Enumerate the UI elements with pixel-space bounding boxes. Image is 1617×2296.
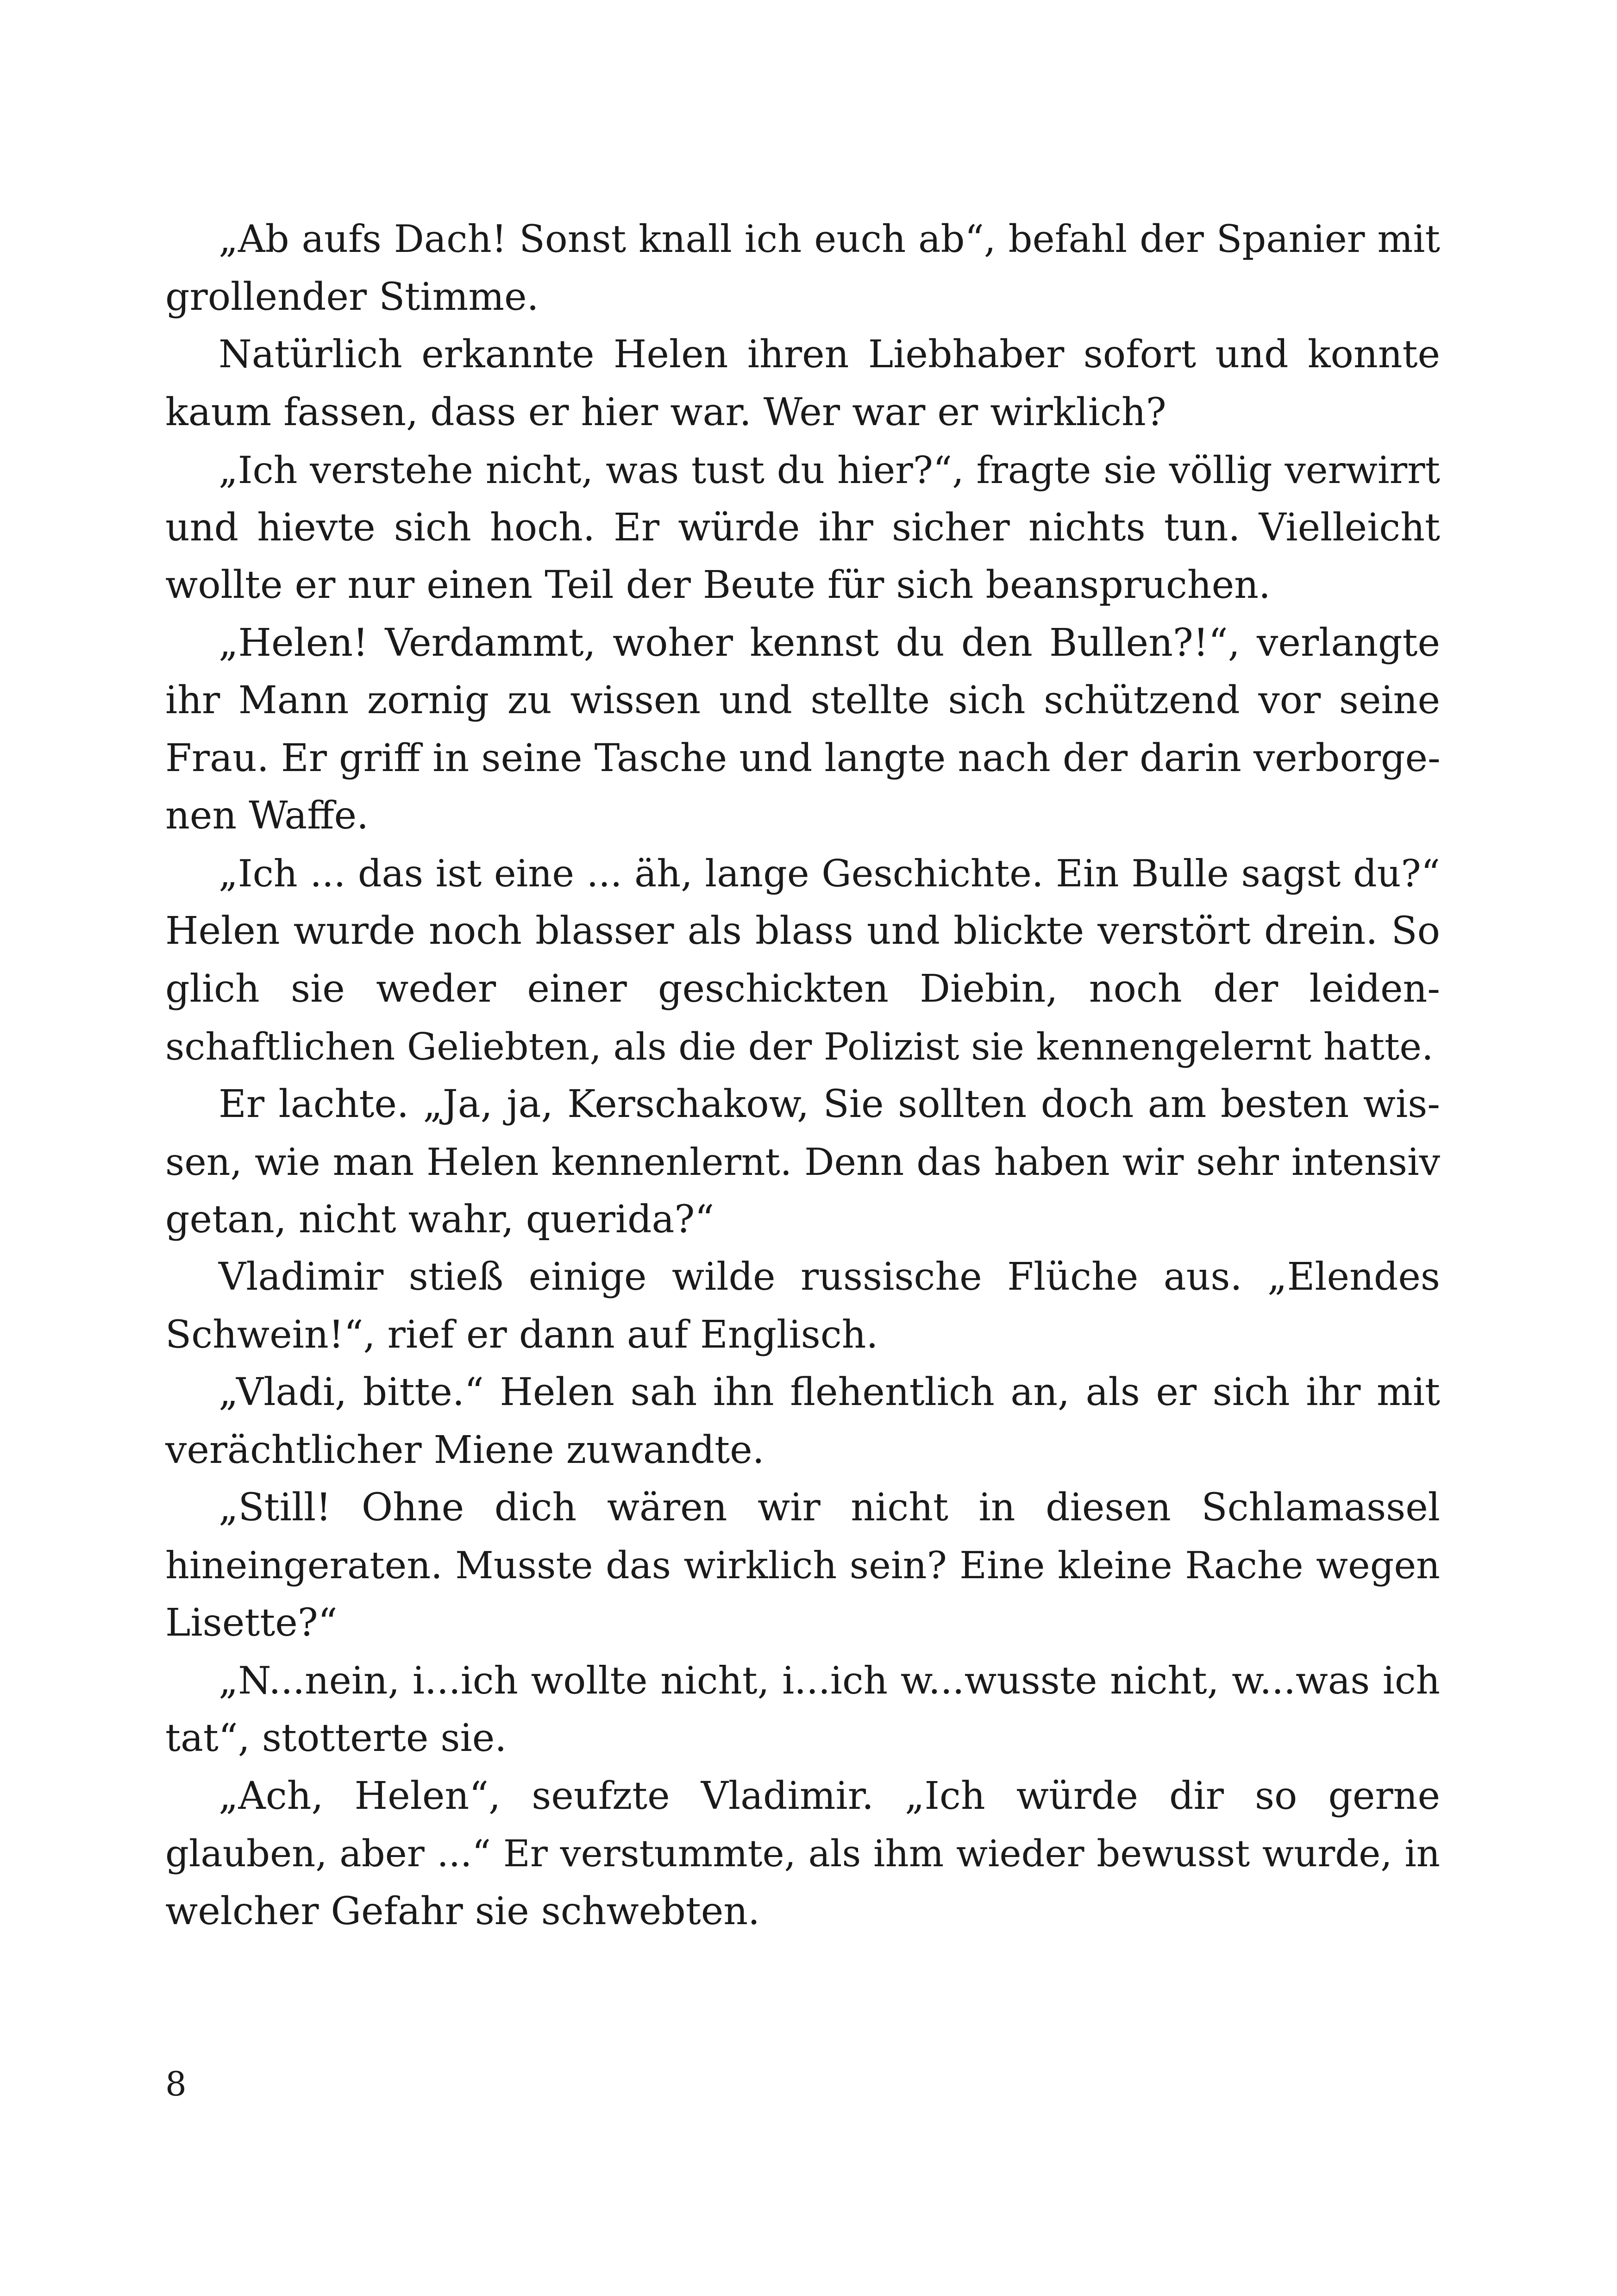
text-line: welcher Gefahr sie schwebten.: [165, 1889, 760, 1933]
text-line: Frau. Er griff in seine Tasche und langte nach der darin verborge-: [165, 736, 1441, 780]
text-line: nen Waffe.: [165, 794, 369, 838]
text-line: Er lachte. „Ja, ja, Kerschakow, Sie sollten doch am besten wis-: [219, 1082, 1440, 1126]
text-line: Schwein!“, rief er dann auf Englisch.: [165, 1312, 878, 1357]
text-line: schaftlichen Geliebten, als die der Polizist sie kennengelernt hatte.: [165, 1025, 1434, 1068]
text-line: „Ab aufs Dach! Sonst knall ich euch ab“, befahl der Spanier mit: [219, 218, 1440, 261]
text-line: hineingeraten. Musste das wirklich sein? Eine kleine Rache wegen: [165, 1543, 1440, 1587]
page-number: 8: [165, 2064, 187, 2103]
text-line: und hievte sich hoch. Er würde ihr sicher nichts tun. Vielleicht: [165, 505, 1440, 550]
text-line: Helen wurde noch blasser als blass und blickte verstört drein. So: [165, 909, 1440, 953]
text-line: Lisette?“: [165, 1601, 338, 1645]
text-line: „Ach, Helen“, seufzte Vladimir. „Ich würde dir so gerne: [219, 1774, 1440, 1818]
text-line: „N...nein, i...ich wollte nicht, i...ich w...wusste nicht, w...was ich: [219, 1658, 1440, 1703]
text-line: „Ich verstehe nicht, was tust du hier?“, fragte sie völlig verwirrt: [219, 448, 1440, 492]
text-line: kaum fassen, dass er hier war. Wer war er wirklich?: [165, 390, 1166, 434]
text-line: „Vladi, bitte.“ Helen sah ihn flehentlich an, als er sich ihr mit: [219, 1370, 1440, 1414]
text-line: tat“, stotterte sie.: [165, 1716, 507, 1760]
text-line: sen, wie man Helen kennenlernt. Denn das haben wir sehr intensiv: [165, 1140, 1440, 1184]
text-line: ihr Mann zornig zu wissen und stellte sich schützend vor seine: [165, 678, 1440, 722]
body-text: [165, 211, 1440, 1940]
text-line: getan, nicht wahr, querida?“: [165, 1197, 714, 1242]
text-line: „Ich ... das ist eine ... äh, lange Geschichte. Ein Bulle sagst du?“: [219, 852, 1440, 896]
text-line: verächtlicher Miene zuwandte.: [165, 1428, 765, 1472]
text-line: wollte er nur einen Teil der Beute für sich beanspruchen.: [165, 563, 1271, 607]
text-line: glich sie weder einer geschickten Diebin, noch der leiden-: [165, 966, 1440, 1011]
text-line: „Still! Ohne dich wären wir nicht in diesen Schlamassel: [219, 1486, 1440, 1530]
text-line: Vladimir stieß einige wilde russische Flüche aus. „Elendes: [219, 1255, 1440, 1299]
text-line: „Helen! Verdammt, woher kennst du den Bullen?!“, verlangte: [219, 621, 1440, 665]
text-line: Natürlich erkannte Helen ihren Liebhaber sofort und konnte: [219, 332, 1440, 376]
text-line: grollender Stimme.: [165, 275, 539, 319]
text-line: glauben, aber ...“ Er verstummte, als ihm wieder bewusst wurde, in: [165, 1832, 1440, 1875]
